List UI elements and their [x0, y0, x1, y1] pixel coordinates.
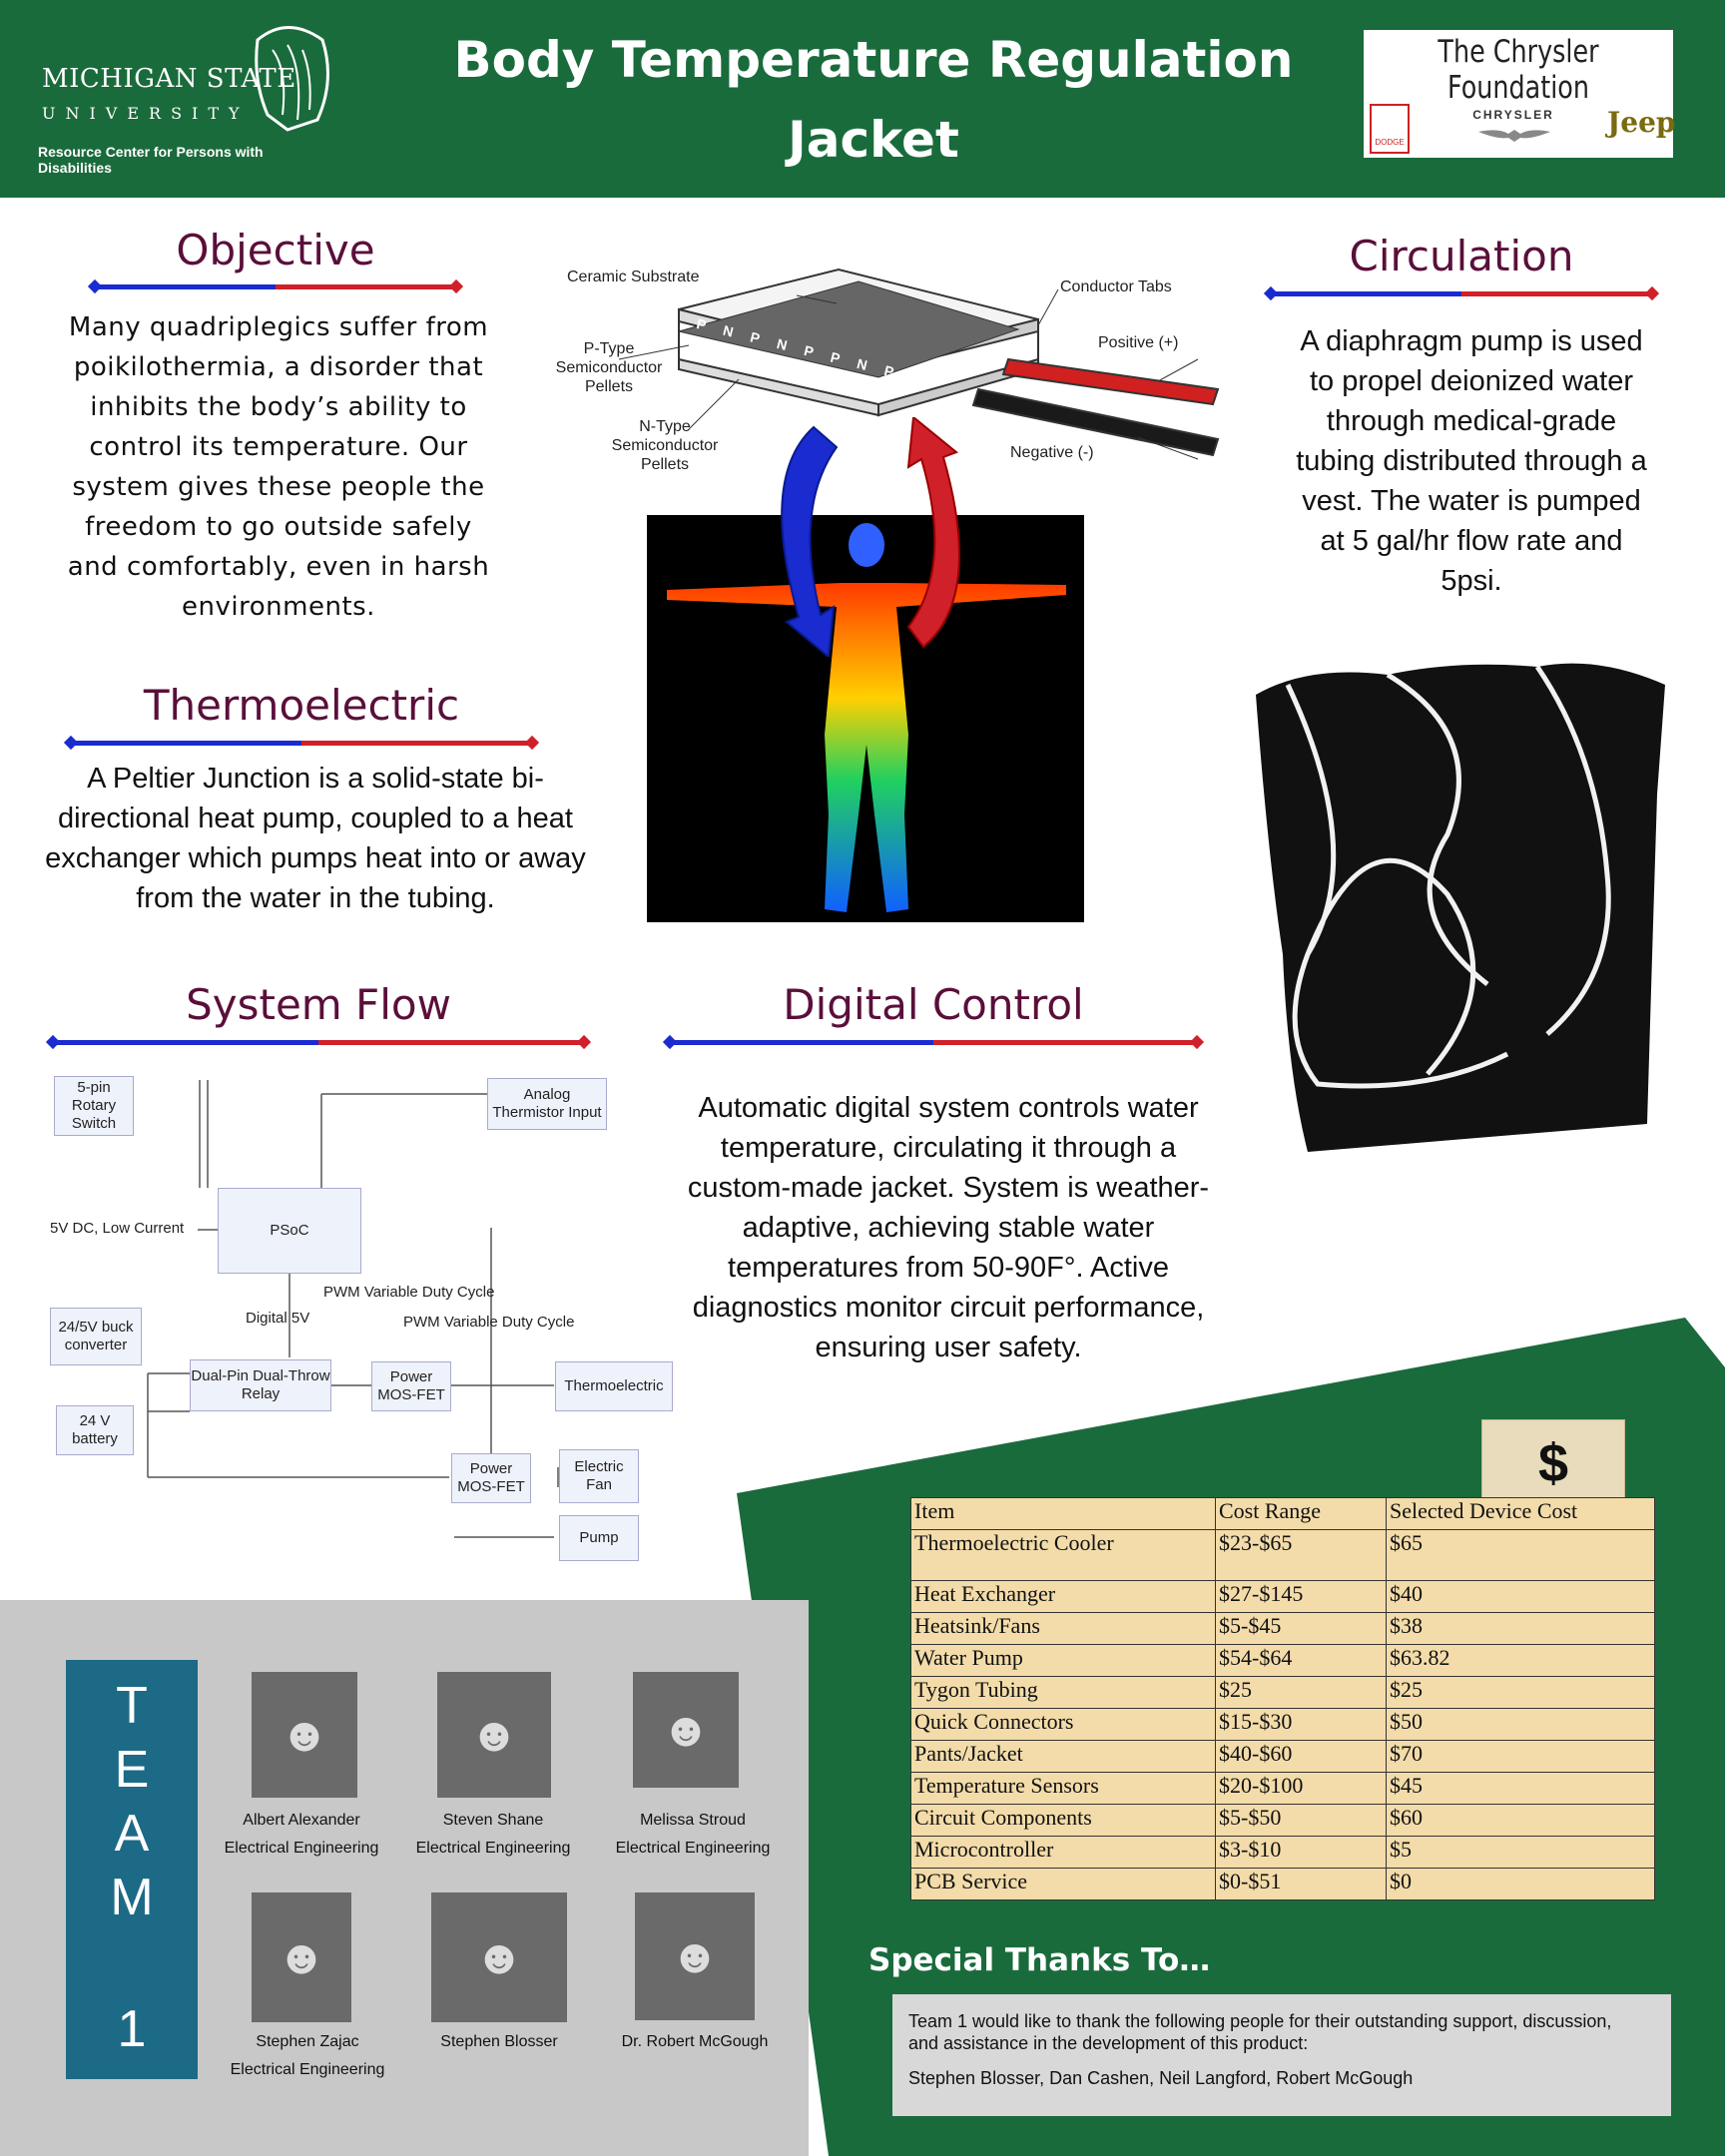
psoc-box: PSoC: [218, 1188, 361, 1274]
university-sub: UNIVERSITY: [42, 104, 250, 123]
cost-cell: $60: [1387, 1805, 1655, 1837]
thermoelectric-text: A Peltier Junction is a solid-state bi-directional heat pump, coupled to a heat exchanger which pumps heat into or away from the water in the tubing.: [45, 763, 586, 914]
dodge-logo: DODGE: [1370, 104, 1410, 154]
member-name: Steven Shane: [442, 1812, 544, 1829]
pellet-letter: P: [748, 328, 762, 347]
team-letter: 1: [117, 2000, 147, 2058]
pwm-label-1: PWM Variable Duty Cycle: [323, 1284, 495, 1301]
jeep-logo: Jeep: [1607, 106, 1676, 139]
cost-cell: Temperature Sensors: [911, 1773, 1216, 1805]
thanks-names: Stephen Blosser, Dan Cashen, Neil Langford, Robert McGough: [908, 2068, 1414, 2088]
university-name: MICHIGAN STATE: [42, 64, 296, 94]
cost-table: [910, 1497, 1655, 1900]
cost-cell: $15-$30: [1216, 1709, 1387, 1741]
cost-header-row: [911, 1498, 1655, 1530]
member-name: Stephen Blosser: [440, 2033, 558, 2050]
member-name: Stephen Zajac: [256, 2033, 359, 2050]
circulation-text: A diaphragm pump is used to propel deionized water through medical-grade tubing distributed through a vest. The water is pumped at 5 gal/hr flow rate and 5psi.: [1296, 325, 1647, 597]
member-caption: [192, 1807, 411, 1863]
pellet-letter: N: [721, 321, 736, 340]
pellet-letter: P: [882, 361, 896, 380]
cost-cell: Circuit Components: [911, 1805, 1216, 1837]
pellet-letter: N: [908, 368, 923, 387]
title-line-2: for Quadriplegic Wearer: [534, 191, 1213, 249]
pellet-letter: P: [802, 341, 816, 360]
cost-row: [911, 1837, 1655, 1869]
member-dept: Electrical Engineering: [615, 1840, 771, 1857]
member-caption: [585, 2028, 805, 2056]
cost-row: [911, 1645, 1655, 1677]
thermoelectric-box: Thermoelectric: [555, 1361, 673, 1411]
cost-cell: Water Pump: [911, 1645, 1216, 1677]
label-positive: Positive (+): [1098, 334, 1179, 351]
pellet-letter: P: [829, 348, 843, 367]
member-photo: [252, 1672, 357, 1798]
cost-cell: $5: [1387, 1837, 1655, 1869]
cost-cell: $70: [1387, 1741, 1655, 1773]
dc-label: 5V DC, Low Current: [50, 1220, 185, 1237]
cost-header-cell: Item: [911, 1498, 1216, 1530]
resource-center: Resource Center for Persons with Disabilities: [38, 144, 264, 176]
person-icon: ☻: [473, 1930, 525, 1984]
cost-cell: $45: [1387, 1773, 1655, 1805]
digital-control-heading: Digital Control: [783, 980, 1084, 1029]
person-icon: ☻: [276, 1930, 327, 1984]
cost-row: [911, 1709, 1655, 1741]
pump-box: Pump: [559, 1515, 639, 1561]
cost-cell: $40: [1387, 1581, 1655, 1613]
member-caption: [583, 1807, 803, 1863]
cost-row: [911, 1530, 1655, 1581]
electric-fan-box: Electric Fan: [559, 1449, 639, 1503]
pwm-label-2: PWM Variable Duty Cycle: [403, 1314, 575, 1331]
member-caption: [383, 1807, 603, 1863]
cost-cell: $25: [1387, 1677, 1655, 1709]
team-letter: M: [110, 1869, 154, 1926]
member-dept: Electrical Engineering: [415, 1840, 571, 1857]
cost-row: [911, 1581, 1655, 1613]
cost-cell: Tygon Tubing: [911, 1677, 1216, 1709]
cost-cell: $63.82: [1387, 1645, 1655, 1677]
cost-cell: $38: [1387, 1613, 1655, 1645]
cost-cell: Thermoelectric Cooler: [911, 1530, 1216, 1581]
cost-cell: $25: [1216, 1677, 1387, 1709]
cost-cell: $23-$65: [1216, 1530, 1387, 1581]
person-icon: ☻: [660, 1703, 712, 1757]
cost-cell: $0-$51: [1216, 1869, 1387, 1900]
digital-control-text: Automatic digital system controls water temperature, circulating it through a custom-made jacket. System is weather-adaptive, achieving stable water temperatures from 50-90F°. Active diagnostics monitor circuit performance, ensuring user safety.: [687, 1092, 1210, 1363]
cost-row: [911, 1613, 1655, 1645]
cost-cell: $27-$145: [1216, 1581, 1387, 1613]
member-name: Albert Alexander: [243, 1812, 360, 1829]
member-photo: [437, 1672, 551, 1798]
team-tag: [66, 1660, 198, 2079]
label-negative: Negative (-): [1010, 444, 1094, 461]
cost-cell: $0: [1387, 1869, 1655, 1900]
member-photo: [635, 1892, 755, 2020]
member-photo: [431, 1892, 567, 2022]
cost-cell: $5-$45: [1216, 1613, 1387, 1645]
cost-cell: Heat Exchanger: [911, 1581, 1216, 1613]
battery-box: 24 V battery: [56, 1405, 134, 1455]
cost-header-cell: Cost Range: [1216, 1498, 1387, 1530]
digital-label: Digital 5V: [246, 1310, 310, 1327]
team-letter: E: [114, 1741, 150, 1799]
dollar-icon: $: [1537, 1433, 1569, 1493]
cost-row: [911, 1869, 1655, 1900]
cost-cell: $3-$10: [1216, 1837, 1387, 1869]
analog-input-box: Analog Thermistor Input: [487, 1078, 607, 1130]
team-letter: T: [116, 1677, 148, 1735]
thermoelectric-heading: Thermoelectric: [143, 681, 460, 730]
system-flow-heading: System Flow: [186, 980, 451, 1029]
cost-cell: $20-$100: [1216, 1773, 1387, 1805]
member-caption: [389, 2028, 609, 2056]
person-icon: ☻: [279, 1708, 330, 1762]
member-photo: [252, 1892, 351, 2022]
mosfet-box-2: Power MOS-FET: [451, 1453, 531, 1503]
label-ptype: P-Type Semiconductor Pellets: [555, 340, 663, 395]
cost-cell: $65: [1387, 1530, 1655, 1581]
label-conductor: Conductor Tabs: [1060, 278, 1172, 295]
cost-cell: $50: [1387, 1709, 1655, 1741]
cost-cell: Microcontroller: [911, 1837, 1216, 1869]
mosfet-box-1: Power MOS-FET: [371, 1361, 451, 1411]
thanks-text: Team 1 would like to thank the following people for their outstanding support, discussion, and assistance in the development of this product:: [908, 2011, 1612, 2053]
person-icon: ☻: [468, 1708, 520, 1762]
chrysler-logo: CHRYSLER: [1472, 108, 1554, 122]
objective-heading: Objective: [176, 226, 375, 274]
pellet-letter: N: [855, 355, 869, 374]
cost-cell: PCB Service: [911, 1869, 1216, 1900]
member-dept: Electrical Engineering: [230, 2061, 385, 2078]
thanks-box: [892, 1994, 1671, 2116]
cost-cell: $5-$50: [1216, 1805, 1387, 1837]
member-dept: Electrical Engineering: [224, 1840, 379, 1857]
cost-row: [911, 1741, 1655, 1773]
cost-row: [911, 1773, 1655, 1805]
objective-text: Many quadriplegics suffer from poikilothermia, a disorder that inhibits the body’s ability to control its temperature. Our system gives these people the freedom to go outside safely and comfortably, even in harsh environments.: [67, 312, 490, 622]
label-ceramic: Ceramic Substrate: [567, 269, 700, 285]
thanks-heading: Special Thanks To…: [868, 1942, 1211, 1978]
member-name: Dr. Robert McGough: [621, 2033, 769, 2050]
cost-cell: Quick Connectors: [911, 1709, 1216, 1741]
rotary-switch-box: 5-pin Rotary Switch: [54, 1076, 134, 1136]
cost-cell: $54-$64: [1216, 1645, 1387, 1677]
label-ntype: N-Type Semiconductor Pellets: [611, 418, 719, 473]
sponsor-name: The Chrysler Foundation: [1438, 34, 1599, 106]
person-icon: ☻: [669, 1929, 721, 1983]
cost-cell: Heatsink/Fans: [911, 1613, 1216, 1645]
team-letter: A: [114, 1805, 150, 1863]
pellet-letter: N: [775, 335, 790, 354]
cost-header-cell: Selected Device Cost: [1387, 1498, 1655, 1530]
circulation-heading: Circulation: [1349, 232, 1574, 280]
cost-row: [911, 1677, 1655, 1709]
member-caption: [198, 2028, 417, 2084]
title-line-1: Body Temperature Regulation Jacket: [453, 31, 1294, 169]
dollar-note: [1481, 1419, 1625, 1499]
cost-cell: Pants/Jacket: [911, 1741, 1216, 1773]
member-name: Melissa Stroud: [640, 1812, 746, 1829]
cost-row: [911, 1805, 1655, 1837]
pellet-letter: P: [695, 315, 709, 333]
member-photo: [633, 1672, 739, 1788]
buck-converter-box: 24/5V buck converter: [50, 1308, 142, 1365]
relay-box: Dual-Pin Dual-Throw Relay: [190, 1359, 331, 1411]
cost-cell: $40-$60: [1216, 1741, 1387, 1773]
